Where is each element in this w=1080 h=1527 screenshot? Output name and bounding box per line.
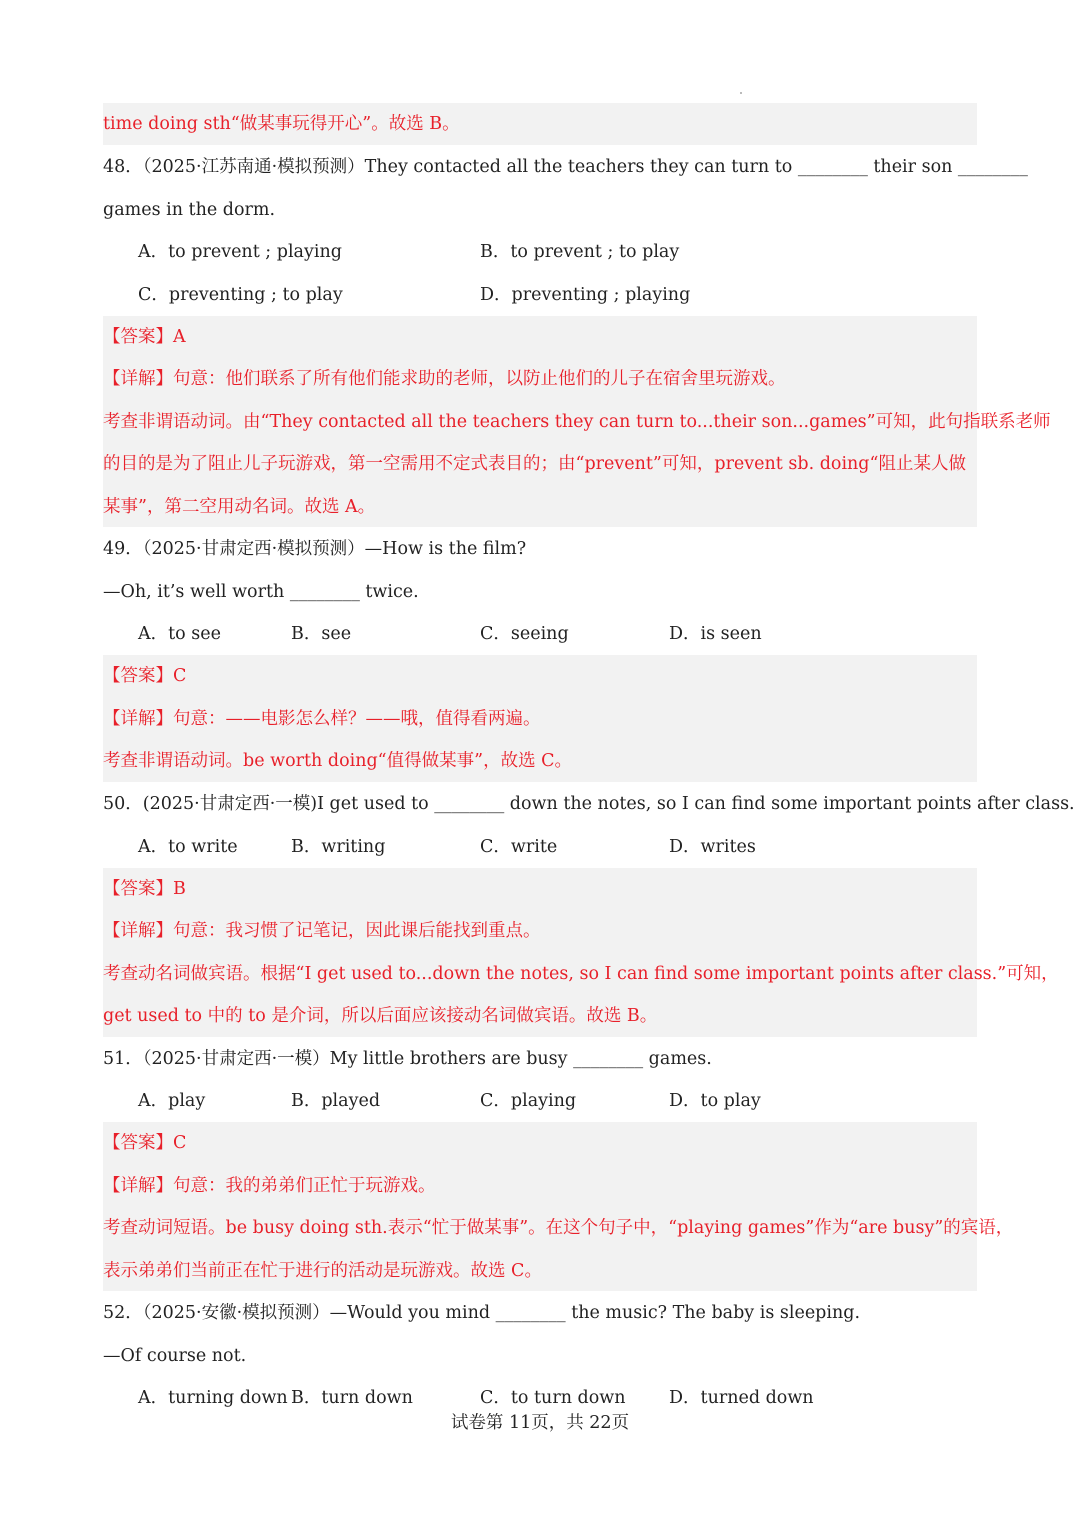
question-51-stem-1: 51．（2025·甘肃定西·一模）My little brothers are busy ________ games. [103, 1049, 712, 1069]
q48-detail-4: 某事”，第二空用动名词。故选 A。 [103, 497, 376, 517]
q50-option-d: D．writes [669, 837, 756, 857]
q48-answer: 【答案】A [103, 327, 186, 347]
q48-option-c: C．preventing ; to play [138, 285, 343, 305]
q49-option-c: C．seeing [480, 624, 569, 644]
q51-detail-3: 表示弟弟们当前正在忙于进行的活动是玩游戏。故选 C。 [103, 1261, 542, 1281]
q50-detail-2: 考查动名词做宾语。根据“I get used to...down the notes, so I can find some important points after class.”可知， [103, 964, 1059, 984]
q51-detail-2: 考查动词短语。be busy doing sth.表示“忙于做某事”。在这个句子中，“playing games”作为“are busy”的宾语， [103, 1218, 1014, 1238]
q50-option-b: B．writing [291, 837, 386, 857]
q52-option-b: B．turn down [291, 1388, 413, 1408]
q48-option-a: A．to prevent ; playing [138, 242, 342, 262]
speck [740, 92, 742, 94]
q48-option-d: D．preventing ; playing [480, 285, 691, 305]
q49-option-a: A．to see [138, 624, 221, 644]
question-52-stem-1: 52．（2025·安徽·模拟预测）—Would you mind ________ the music? The baby is sleeping. [103, 1303, 861, 1323]
prev-detail-tail: time doing sth“做某事玩得开心”。故选 B。 [103, 114, 460, 134]
q51-option-d: D．to play [669, 1091, 761, 1111]
page-footer: 试卷第 11页，共 22页 [450, 1413, 630, 1433]
question-50-stem-1: 50．(2025·甘肃定西·一模)I get used to ________ down the notes, so I can find some important points after class. [103, 794, 1075, 814]
question-48-stem-2: games in the dorm. [103, 200, 276, 220]
q50-option-c: C．write [480, 837, 558, 857]
q48-detail-1: 【详解】句意：他们联系了所有他们能求助的老师，以防止他们的儿子在宿舍里玩游戏。 [103, 369, 786, 389]
q48-detail-3: 的目的是为了阻止儿子玩游戏，第一空需用不定式表目的；由“prevent”可知，prevent sb. doing“阻止某人做 [103, 454, 966, 474]
q48-detail-2: 考查非谓语动词。由“They contacted all the teachers they can turn to...their son...games”可知，此句指联系老师 [103, 412, 1051, 432]
q51-answer: 【答案】C [103, 1133, 187, 1153]
q50-detail-1: 【详解】句意：我习惯了记笔记，因此课后能找到重点。 [103, 921, 541, 941]
q51-option-c: C．playing [480, 1091, 577, 1111]
q49-option-d: D．is seen [669, 624, 762, 644]
question-49-stem-2: —Oh, it’s well worth ________ twice. [103, 582, 419, 602]
q49-answer: 【答案】C [103, 666, 187, 686]
q52-option-d: D．turned down [669, 1388, 814, 1408]
q52-option-c: C．to turn down [480, 1388, 626, 1408]
q50-option-a: A．to write [138, 837, 238, 857]
question-52-stem-2: —Of course not. [103, 1346, 247, 1366]
q50-answer: 【答案】B [103, 879, 186, 899]
q48-option-b: B．to prevent ; to play [480, 242, 680, 262]
q51-option-b: B．played [291, 1091, 381, 1111]
q49-detail-2: 考查非谓语动词。be worth doing“值得做某事”，故选 C。 [103, 751, 573, 771]
q51-detail-1: 【详解】句意：我的弟弟们正忙于玩游戏。 [103, 1176, 436, 1196]
question-49-stem-1: 49．（2025·甘肃定西·模拟预测）—How is the film? [103, 539, 527, 559]
question-48-stem-1: 48．（2025·江苏南通·模拟预测）They contacted all the teachers they can turn to ________ their son ________ [103, 157, 1028, 177]
q52-option-a: A．turning down [138, 1388, 288, 1408]
q49-detail-1: 【详解】句意：——电影怎么样？——哦，值得看两遍。 [103, 709, 541, 729]
q50-detail-3: get used to 中的 to 是介词，所以后面应该接动名词做宾语。故选 B。 [103, 1006, 658, 1026]
q51-option-a: A．play [138, 1091, 206, 1111]
q49-option-b: B．see [291, 624, 352, 644]
